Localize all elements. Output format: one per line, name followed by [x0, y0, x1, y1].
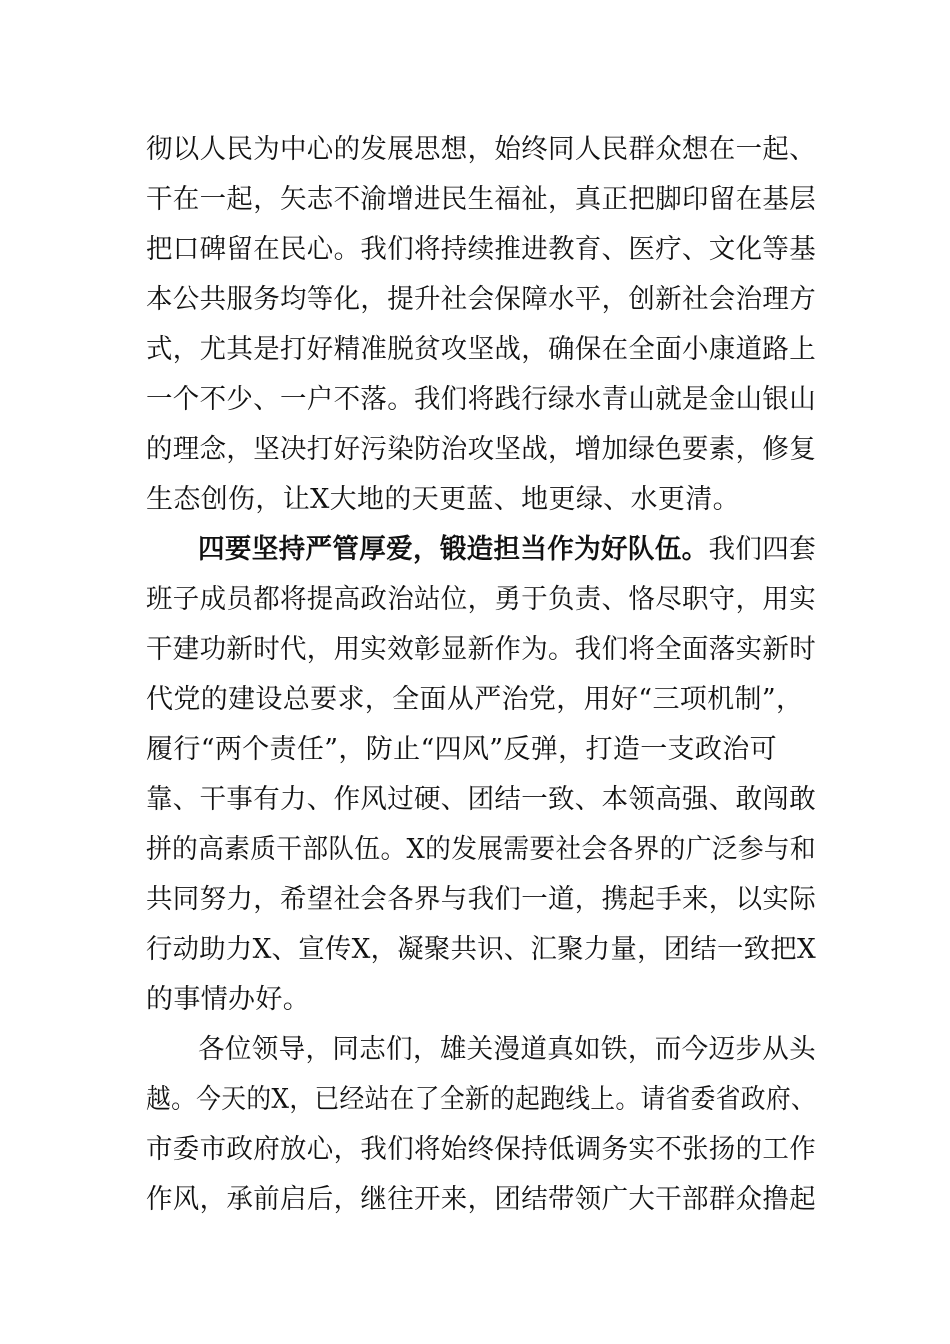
text-line: 行动助力X、宣传X，凝聚共识、汇聚力量，团结一致把X	[146, 934, 817, 965]
paragraph-first-line: 各位领导，同志们，雄关漫道真如铁，而今迈步从头	[198, 1034, 816, 1065]
text-line: 的事情办好。	[146, 984, 311, 1015]
text-line: 干建功新时代，用实效彰显新作为。我们将全面落实新时	[146, 634, 817, 665]
text-line: 靠、干事有力、作风过硬、团结一致、本领高强、敢闯敢	[146, 784, 817, 815]
text-line: 共同努力，希望社会各界与我们一道，携起手来，以实际	[146, 884, 817, 915]
text-line: 式，尤其是打好精准脱贫攻坚战，确保在全面小康道路上	[146, 334, 817, 365]
text-line: 本公共服务均等化，提升社会保障水平，创新社会治理方	[146, 284, 817, 315]
text-line: 生态创伤，让X大地的天更蓝、地更绿、水更清。	[146, 484, 740, 515]
text-line: 一个不少、一户不落。我们将践行绿水青山就是金山银山	[146, 384, 817, 415]
text-line: 拼的高素质干部队伍。X的发展需要社会各界的广泛参与和	[146, 834, 816, 865]
text-line: 越。今天的X，已经站在了全新的起跑线上。请省委省政府、	[146, 1084, 817, 1115]
text-line: 代党的建设总要求，全面从严治党，用好“三项机制”，	[146, 684, 804, 715]
text-line: 把口碑留在民心。我们将持续推进教育、医疗、文化等基	[146, 234, 817, 265]
section-heading: 四要坚持严管厚爱，锻造担当作为好队伍。	[198, 534, 709, 565]
text-line: 干在一起，矢志不渝增进民生福祉，真正把脚印留在基层	[146, 184, 817, 215]
text-line: 市委市政府放心，我们将始终保持低调务实不张扬的工作	[146, 1134, 817, 1165]
text-line: 履行“两个责任”，防止“四风”反弹，打造一支政治可	[146, 734, 777, 765]
paragraph-first-line	[198, 525, 856, 575]
text-line: 作风，承前启后，继往开来，团结带领广大干部群众撸起	[146, 1184, 817, 1215]
text-line: 班子成员都将提高政治站位，勇于负责、恪尽职守，用实	[146, 584, 817, 615]
text-run: 我们四套	[708, 534, 816, 565]
text-line: 彻以人民为中心的发展思想，始终同人民群众想在一起、	[146, 134, 817, 165]
text-line: 的理念，坚决打好污染防治攻坚战，增加绿色要素，修复	[146, 434, 817, 465]
